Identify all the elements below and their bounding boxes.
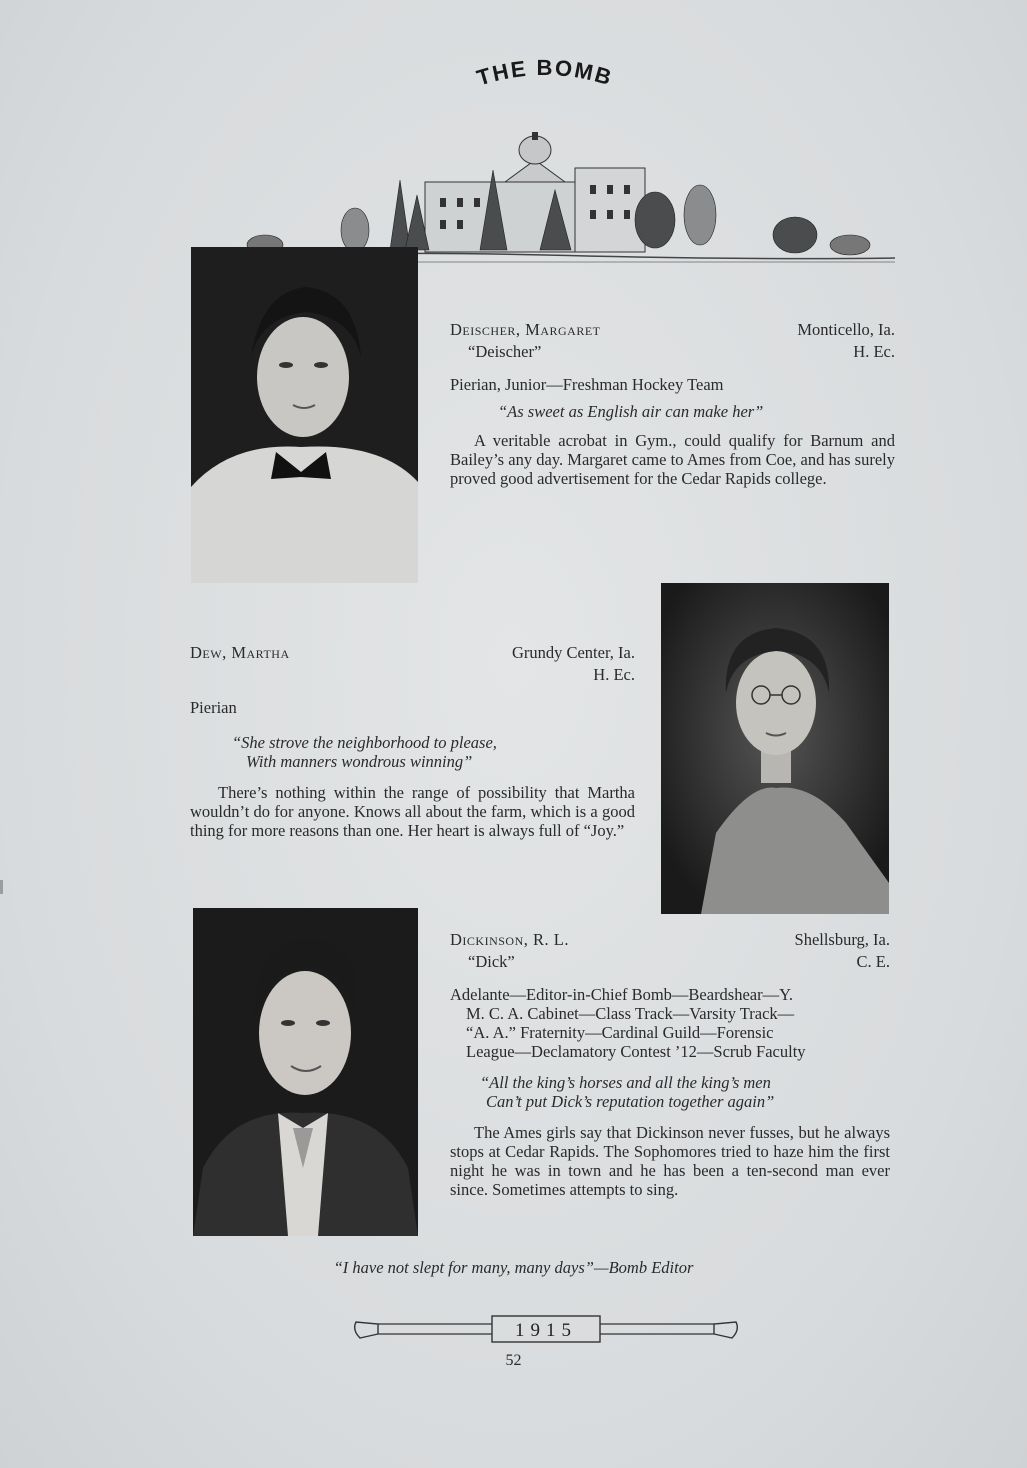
- campus-illustration: [195, 120, 895, 265]
- svg-text:THE BOMB: [474, 55, 616, 91]
- student-name: Dickinson, R. L.: [450, 930, 569, 949]
- masthead-title: [195, 50, 895, 110]
- portrait-margaret-deischer: [191, 247, 418, 583]
- bio: The Ames girls say that Dickinson never fusses, but he always stops at Cedar Rapids. The Sophomores tried to haze him the first night he was in town and he has been a ten-second man ever since. Sometimes attempts to sing.: [450, 1123, 890, 1199]
- portrait-martha-dew: [661, 583, 889, 914]
- year-banner: [352, 1312, 740, 1348]
- activities-line-3: “A. A.” Fraternity—Cardinal Guild—Forensic: [466, 1023, 774, 1042]
- activities-line-4: League—Declamatory Contest ’12—Scrub Faculty: [466, 1042, 806, 1061]
- portrait-rl-dickinson: [193, 908, 418, 1236]
- activities-line-1: Adelante—Editor-in-Chief Bomb—Beardshear—Y.: [450, 985, 794, 1004]
- quote-line-1: “All the king’s horses and all the king’s men: [480, 1073, 771, 1092]
- activities-line-2: M. C. A. Cabinet—Class Track—Varsity Track—: [466, 1004, 795, 1023]
- margin-mark: [0, 880, 3, 894]
- page-number: 52: [505, 1352, 522, 1369]
- activities: Pierian: [190, 698, 237, 717]
- masthead: [195, 50, 895, 215]
- quote: “As sweet as English air can make her”: [498, 402, 764, 421]
- course: H. Ec.: [593, 665, 635, 684]
- student-name: Dew, Martha: [190, 643, 290, 662]
- quote-line-2: Can’t put Dick’s reputation together again”: [486, 1092, 775, 1111]
- entry-deischer: [450, 320, 895, 488]
- masthead-title-text: THE BOMB: [473, 54, 617, 91]
- course: H. Ec.: [853, 342, 895, 361]
- nickname: “Deischer”: [468, 342, 542, 361]
- year-text: 1915: [515, 1320, 577, 1341]
- hometown: Monticello, Ia.: [797, 320, 895, 339]
- student-name: Deischer, Margaret: [450, 320, 601, 339]
- hometown: Grundy Center, Ia.: [511, 643, 635, 662]
- hometown: Shellsburg, Ia.: [794, 930, 890, 949]
- nickname: “Dick”: [468, 952, 515, 971]
- activities: Pierian, Junior—Freshman Hockey Team: [450, 375, 724, 394]
- bio: A veritable acrobat in Gym., could qualify for Barnum and Bailey’s any day. Margaret came to Ames from Coe, and has surely proved good advertisement for the Cedar Rapids college.: [450, 431, 895, 488]
- course: C. E.: [856, 952, 890, 971]
- bio: There’s nothing within the range of possibility that Martha wouldn’t do for anyone. Knows all about the farm, which is a good thing for more reasons than one. Her heart is always full of “Joy.”: [190, 783, 635, 840]
- quote-line-1: “She strove the neighborhood to please,: [232, 733, 497, 752]
- entry-dickinson: [450, 930, 890, 1199]
- quote-line-2: With manners wondrous winning”: [246, 752, 473, 771]
- entry-dew: [190, 643, 635, 840]
- footer-quote: “I have not slept for many, many days”—Bomb Editor: [333, 1258, 694, 1277]
